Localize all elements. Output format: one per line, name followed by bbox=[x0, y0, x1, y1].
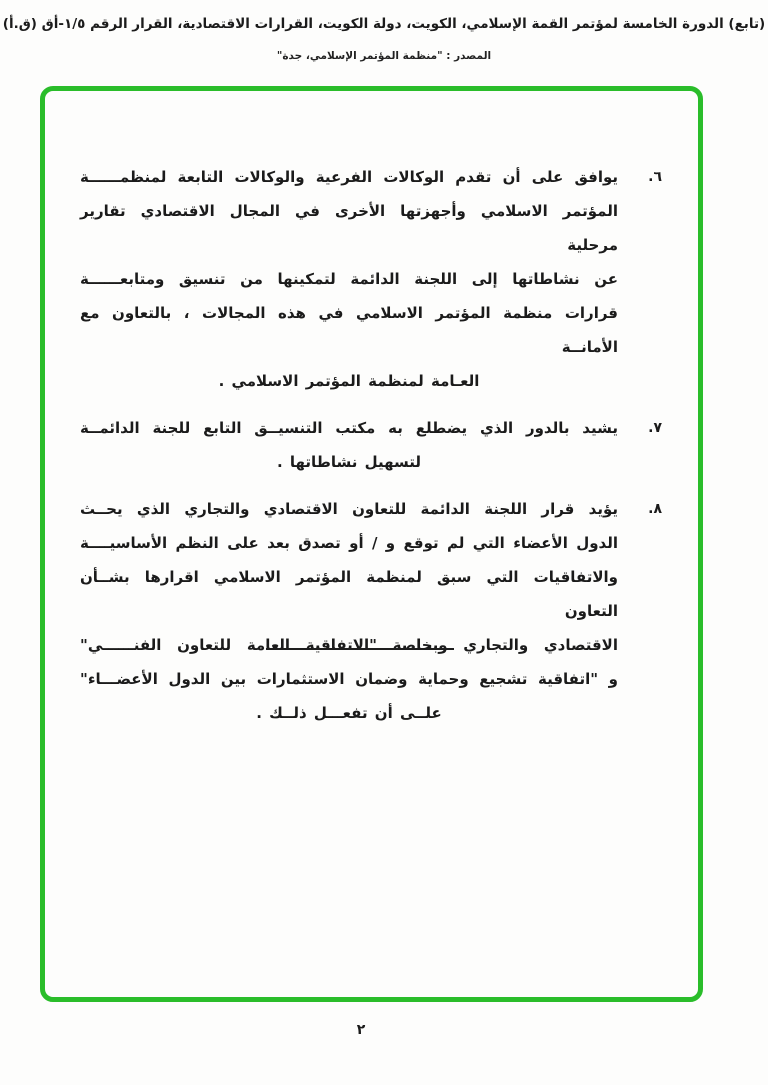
text-line: الدول الأعضاء التي لم توقع و / أو تصدق بعد على النظم الأساسيــــة bbox=[80, 534, 618, 552]
resolution-item-6 bbox=[80, 160, 662, 398]
text-line: يشيد بالدور الذي يضطلع به مكتب التنسيــق التابع للجنة الدائمــة bbox=[80, 419, 618, 437]
text-line: لتسهيل نشاطاتها . bbox=[276, 453, 422, 471]
resolutions-list bbox=[80, 160, 662, 743]
item-text bbox=[80, 492, 618, 730]
text-line: المؤتمر الاسلامي وأجهزتها الأخرى في المجال الاقتصادي تقارير مرحلية bbox=[80, 202, 618, 254]
text-line: علــى أن تفعـــل ذلــك . bbox=[256, 704, 442, 722]
resolution-item-8 bbox=[80, 492, 662, 730]
document-source-line: المصدر : "منظمة المؤتمر الإسلامي، جدة" bbox=[276, 50, 492, 62]
document-citation-header: (تابع) الدورة الخامسة لمؤتمر القمة الإسلامي، الكويت، دولة الكويت، القرارات الاقتصادية، القرار الرقم ١/٥-أق (ق.أ) bbox=[2, 16, 766, 32]
text-line: عن نشاطاتها إلى اللجنة الدائمة لتمكينها من تنسيق ومتابعــــــة bbox=[80, 270, 618, 288]
text-line: والاتفاقيات التي سبق لمنظمة المؤتمر الاسلامي اقرارها بشــأن التعاون bbox=[80, 568, 618, 620]
text-line: قرارات منظمة المؤتمر الاسلامي في هذه المجالات ، بالتعاون مع الأمانــة bbox=[80, 304, 618, 356]
text-line: العـامة لمنظمة المؤتمر الاسلامي . bbox=[218, 372, 480, 390]
section-divider bbox=[266, 648, 454, 650]
item-text bbox=[80, 411, 618, 479]
item-number: ٨. bbox=[648, 501, 662, 517]
text-line: و "اتفاقية تشجيع وحماية وضمان الاستثمارات بين الدول الأعضـــاء" bbox=[80, 670, 618, 688]
text-line: يؤيد قرار اللجنة الدائمة للتعاون الاقتصادي والتجاري الذي يحــث bbox=[80, 500, 618, 518]
text-line: الاقتصادي والتجاري وبخاصة "الاتفاقية العامة للتعاون الفنــــــي" bbox=[80, 636, 618, 654]
item-text bbox=[80, 160, 618, 398]
item-number: ٧. bbox=[648, 420, 662, 436]
resolution-item-7 bbox=[80, 411, 662, 479]
text-line: يوافق على أن تقدم الوكالات الفرعية والوكالات التابعة لمنظمــــــة bbox=[80, 168, 618, 186]
item-number: ٦. bbox=[648, 169, 662, 185]
page-number: ٢ bbox=[356, 1022, 366, 1038]
